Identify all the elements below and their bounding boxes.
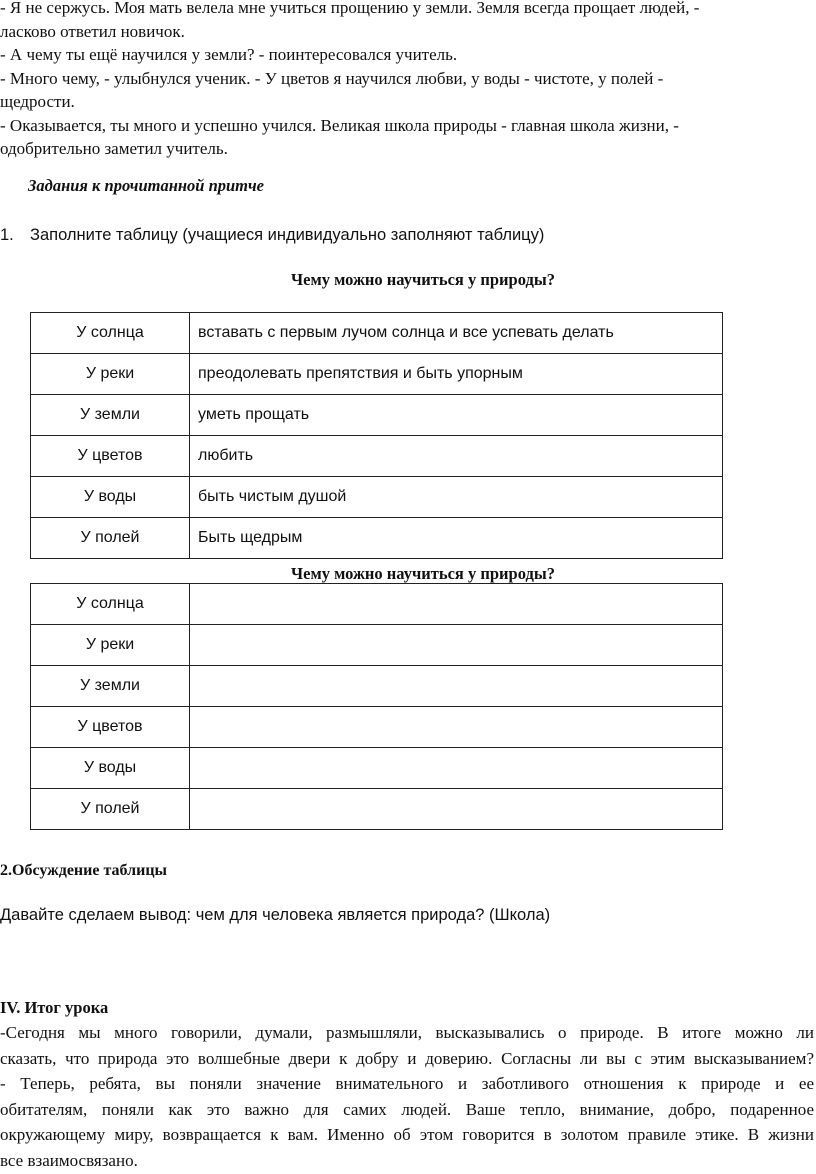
tasks-subtitle: Задания к прочитанной притче [28,176,264,195]
final-line: сказать, что природа это волшебные двери к добру и доверию. Согласны ли вы с этим высказыванием? [0,1048,814,1068]
table-row [31,625,723,666]
intro-line: - А чему ты ещё научился у земли? - поинтересовался учитель. [0,45,458,64]
intro-line: ласково ответил новичок. [0,21,185,41]
section-2-title: 2.Обсуждение таблицы [0,862,168,879]
table-row [31,395,723,436]
empty-table [30,583,723,830]
lesson-cell: быть чистым душой [190,477,723,518]
final-paragraph [0,1020,814,1173]
final-line: все взаимосвязано. [0,1150,138,1170]
table-row [31,477,723,518]
empty-answer-cell[interactable] [190,748,723,789]
final-line: окружающему миру, возвращается к вам. Именно об этом говорится в золотом правиле этике. В жизни [0,1125,814,1144]
source-cell: У земли [31,395,190,436]
table-row [31,789,723,830]
table-row [31,584,723,625]
source-cell: У воды [31,477,190,518]
lesson-cell: преодолевать препятствия и быть упорным [190,354,723,395]
conclusion-text: Давайте сделаем вывод: чем для человека является природа? (Школа) [0,906,551,924]
table-title: Чему можно научиться у природы? [291,270,555,289]
lesson-cell: уметь прощать [190,395,723,436]
final-line: обитателям, поняли как это важно для самих людей. Ваше тепло, внимание, добро, подаренное [0,1099,814,1119]
task-1-number: 1. [0,226,14,244]
lesson-cell: Быть щедрым [190,518,723,559]
intro-line: одобрительно заметил учитель. [0,139,228,158]
source-cell: У воды [31,748,190,789]
intro-line: - Я не сержусь. Моя мать велела мне учиться прощению у земли. Земля всегда прощает людей, - [0,0,700,17]
table-row [31,666,723,707]
source-cell: У цветов [31,707,190,748]
empty-answer-cell[interactable] [190,584,723,625]
intro-line: щедрости. [0,92,75,111]
empty-answer-cell[interactable] [190,666,723,707]
source-cell: У солнца [31,313,190,354]
lesson-cell: любить [190,436,723,477]
table-row [31,707,723,748]
intro-line: - Много чему, - улыбнулся ученик. - У цветов я научился любви, у воды - чистоте, у полей - [0,68,664,88]
source-cell: У полей [31,789,190,830]
task-1 [0,226,544,245]
lesson-cell: вставать с первым лучом солнца и все успевать делать [190,313,723,354]
source-cell: У земли [31,666,190,707]
intro-line: - Оказывается, ты много и успешно учился. Великая школа природы - главная школа жизни, - [0,115,679,135]
filled-table [30,312,723,559]
source-cell: У солнца [31,584,190,625]
table-row [31,313,723,354]
source-cell: У реки [31,625,190,666]
empty-answer-cell[interactable] [190,707,723,748]
empty-answer-cell[interactable] [190,789,723,830]
final-line: - Теперь, ребята, вы поняли значение внимательного и заботливого отношения к природе и ее [0,1074,814,1093]
table-row [31,354,723,395]
source-cell: У реки [31,354,190,395]
table-row [31,748,723,789]
source-cell: У цветов [31,436,190,477]
final-line: -Сегодня мы много говорили, думали, размышляли, высказывались о природе. В итоге можно ли [0,1023,814,1042]
table-row [31,518,723,559]
table2-title: Чему можно научиться у природы? [291,564,555,583]
empty-answer-cell[interactable] [190,625,723,666]
table-row [31,436,723,477]
intro-paragraph [0,0,814,161]
section-4-title: IV. Итог урока [0,998,109,1017]
source-cell: У полей [31,518,190,559]
task-1-text: Заполните таблицу (учащиеся индивидуально заполняют таблицу) [30,226,545,244]
